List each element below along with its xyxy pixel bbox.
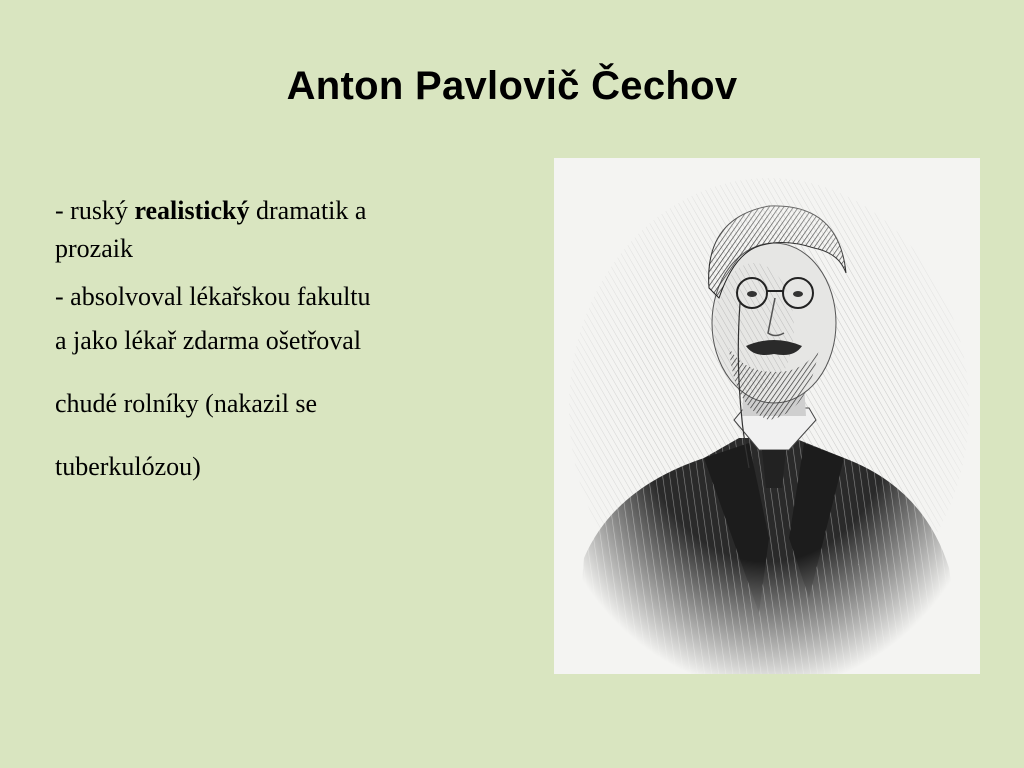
bullet-1-bold: realistický bbox=[134, 196, 250, 225]
bullet-1-prefix: - ruský bbox=[55, 196, 135, 225]
bullet-2-line-2: a jako lékař zdarma ošetřoval bbox=[55, 326, 362, 355]
portrait-image bbox=[554, 158, 980, 674]
bullet-1-line2: prozaik bbox=[55, 234, 133, 263]
bullet-2-line-3: chudé rolníky (nakazil se bbox=[55, 389, 318, 418]
bullet-1-suffix: dramatik a bbox=[249, 196, 367, 225]
bullet-medicine bbox=[55, 282, 505, 515]
bullet-2-line-4: tuberkulózou) bbox=[55, 452, 201, 481]
portrait-engraving bbox=[554, 158, 980, 674]
bullet-realist bbox=[55, 192, 505, 268]
text-block bbox=[55, 192, 505, 515]
bullet-2-line-1: - absolvoval lékařskou fakultu bbox=[55, 282, 371, 311]
slide-title: Anton Pavlovič Čechov bbox=[286, 64, 738, 108]
